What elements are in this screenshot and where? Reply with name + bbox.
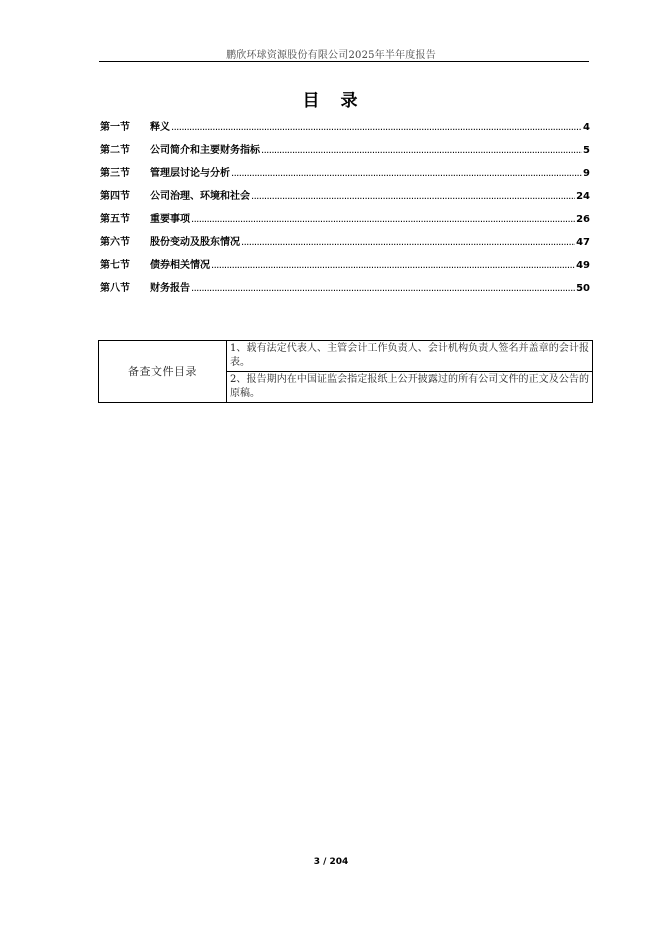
toc-section-title: 重要事项 (150, 214, 190, 225)
toc-page-number: 4 (583, 122, 590, 133)
toc-section-number: 第四节 (100, 191, 130, 202)
toc-section-title: 管理层讨论与分析 (150, 168, 230, 179)
toc-dot-leader (171, 122, 582, 133)
page-number: 3 / 204 (313, 857, 349, 867)
toc-section-title: 释义 (150, 122, 170, 133)
toc-page-number: 49 (576, 260, 590, 271)
toc-section-number: 第八节 (100, 283, 130, 294)
toc-section-number: 第二节 (100, 145, 130, 156)
toc-page-number: 5 (583, 145, 590, 156)
toc-page-number: 26 (576, 214, 590, 225)
toc-section-title: 财务报告 (150, 283, 190, 294)
reference-documents-table (98, 340, 593, 403)
toc-entry-section-6[interactable] (100, 233, 590, 256)
toc-section-title: 公司简介和主要财务指标 (150, 145, 260, 156)
toc-section-title: 股份变动及股东情况 (150, 237, 240, 248)
toc-dot-leader (211, 260, 575, 271)
toc-entry-section-4[interactable] (100, 187, 590, 210)
toc-section-number: 第三节 (100, 168, 130, 179)
toc-dot-leader (191, 283, 575, 294)
reference-documents-label: 备查文件目录 (99, 341, 227, 403)
table-row (99, 341, 593, 372)
toc-title: 目 录 (302, 91, 360, 111)
reference-document-item: 1、载有法定代表人、主管会计工作负责人、会计机构负责人签名并盖章的会计报表。 (227, 341, 593, 372)
header-divider (99, 61, 589, 62)
toc-entry-section-2[interactable] (100, 141, 590, 164)
toc-dot-leader (261, 145, 582, 156)
toc-dot-leader (191, 214, 575, 225)
toc-entry-section-5[interactable] (100, 210, 590, 233)
table-of-contents (100, 118, 590, 302)
reference-document-item: 2、报告期内在中国证监会指定报纸上公开披露过的所有公司文件的正文及公告的原稿。 (227, 372, 593, 403)
toc-page-number: 50 (576, 283, 590, 294)
running-header: 鹏欣环球资源股份有限公司2025年半年度报告 (226, 50, 436, 61)
toc-entry-section-1[interactable] (100, 118, 590, 141)
toc-section-title: 债券相关情况 (150, 260, 210, 271)
toc-dot-leader (231, 168, 582, 179)
toc-page-number: 24 (576, 191, 590, 202)
toc-page-number: 47 (576, 237, 590, 248)
toc-section-number: 第六节 (100, 237, 130, 248)
toc-entry-section-3[interactable] (100, 164, 590, 187)
toc-section-number: 第七节 (100, 260, 130, 271)
toc-entry-section-7[interactable] (100, 256, 590, 279)
toc-dot-leader (251, 191, 575, 202)
toc-section-title: 公司治理、环境和社会 (150, 191, 250, 202)
toc-dot-leader (241, 237, 575, 248)
toc-section-number: 第一节 (100, 122, 130, 133)
toc-page-number: 9 (583, 168, 590, 179)
toc-entry-section-8[interactable] (100, 279, 590, 302)
toc-section-number: 第五节 (100, 214, 130, 225)
